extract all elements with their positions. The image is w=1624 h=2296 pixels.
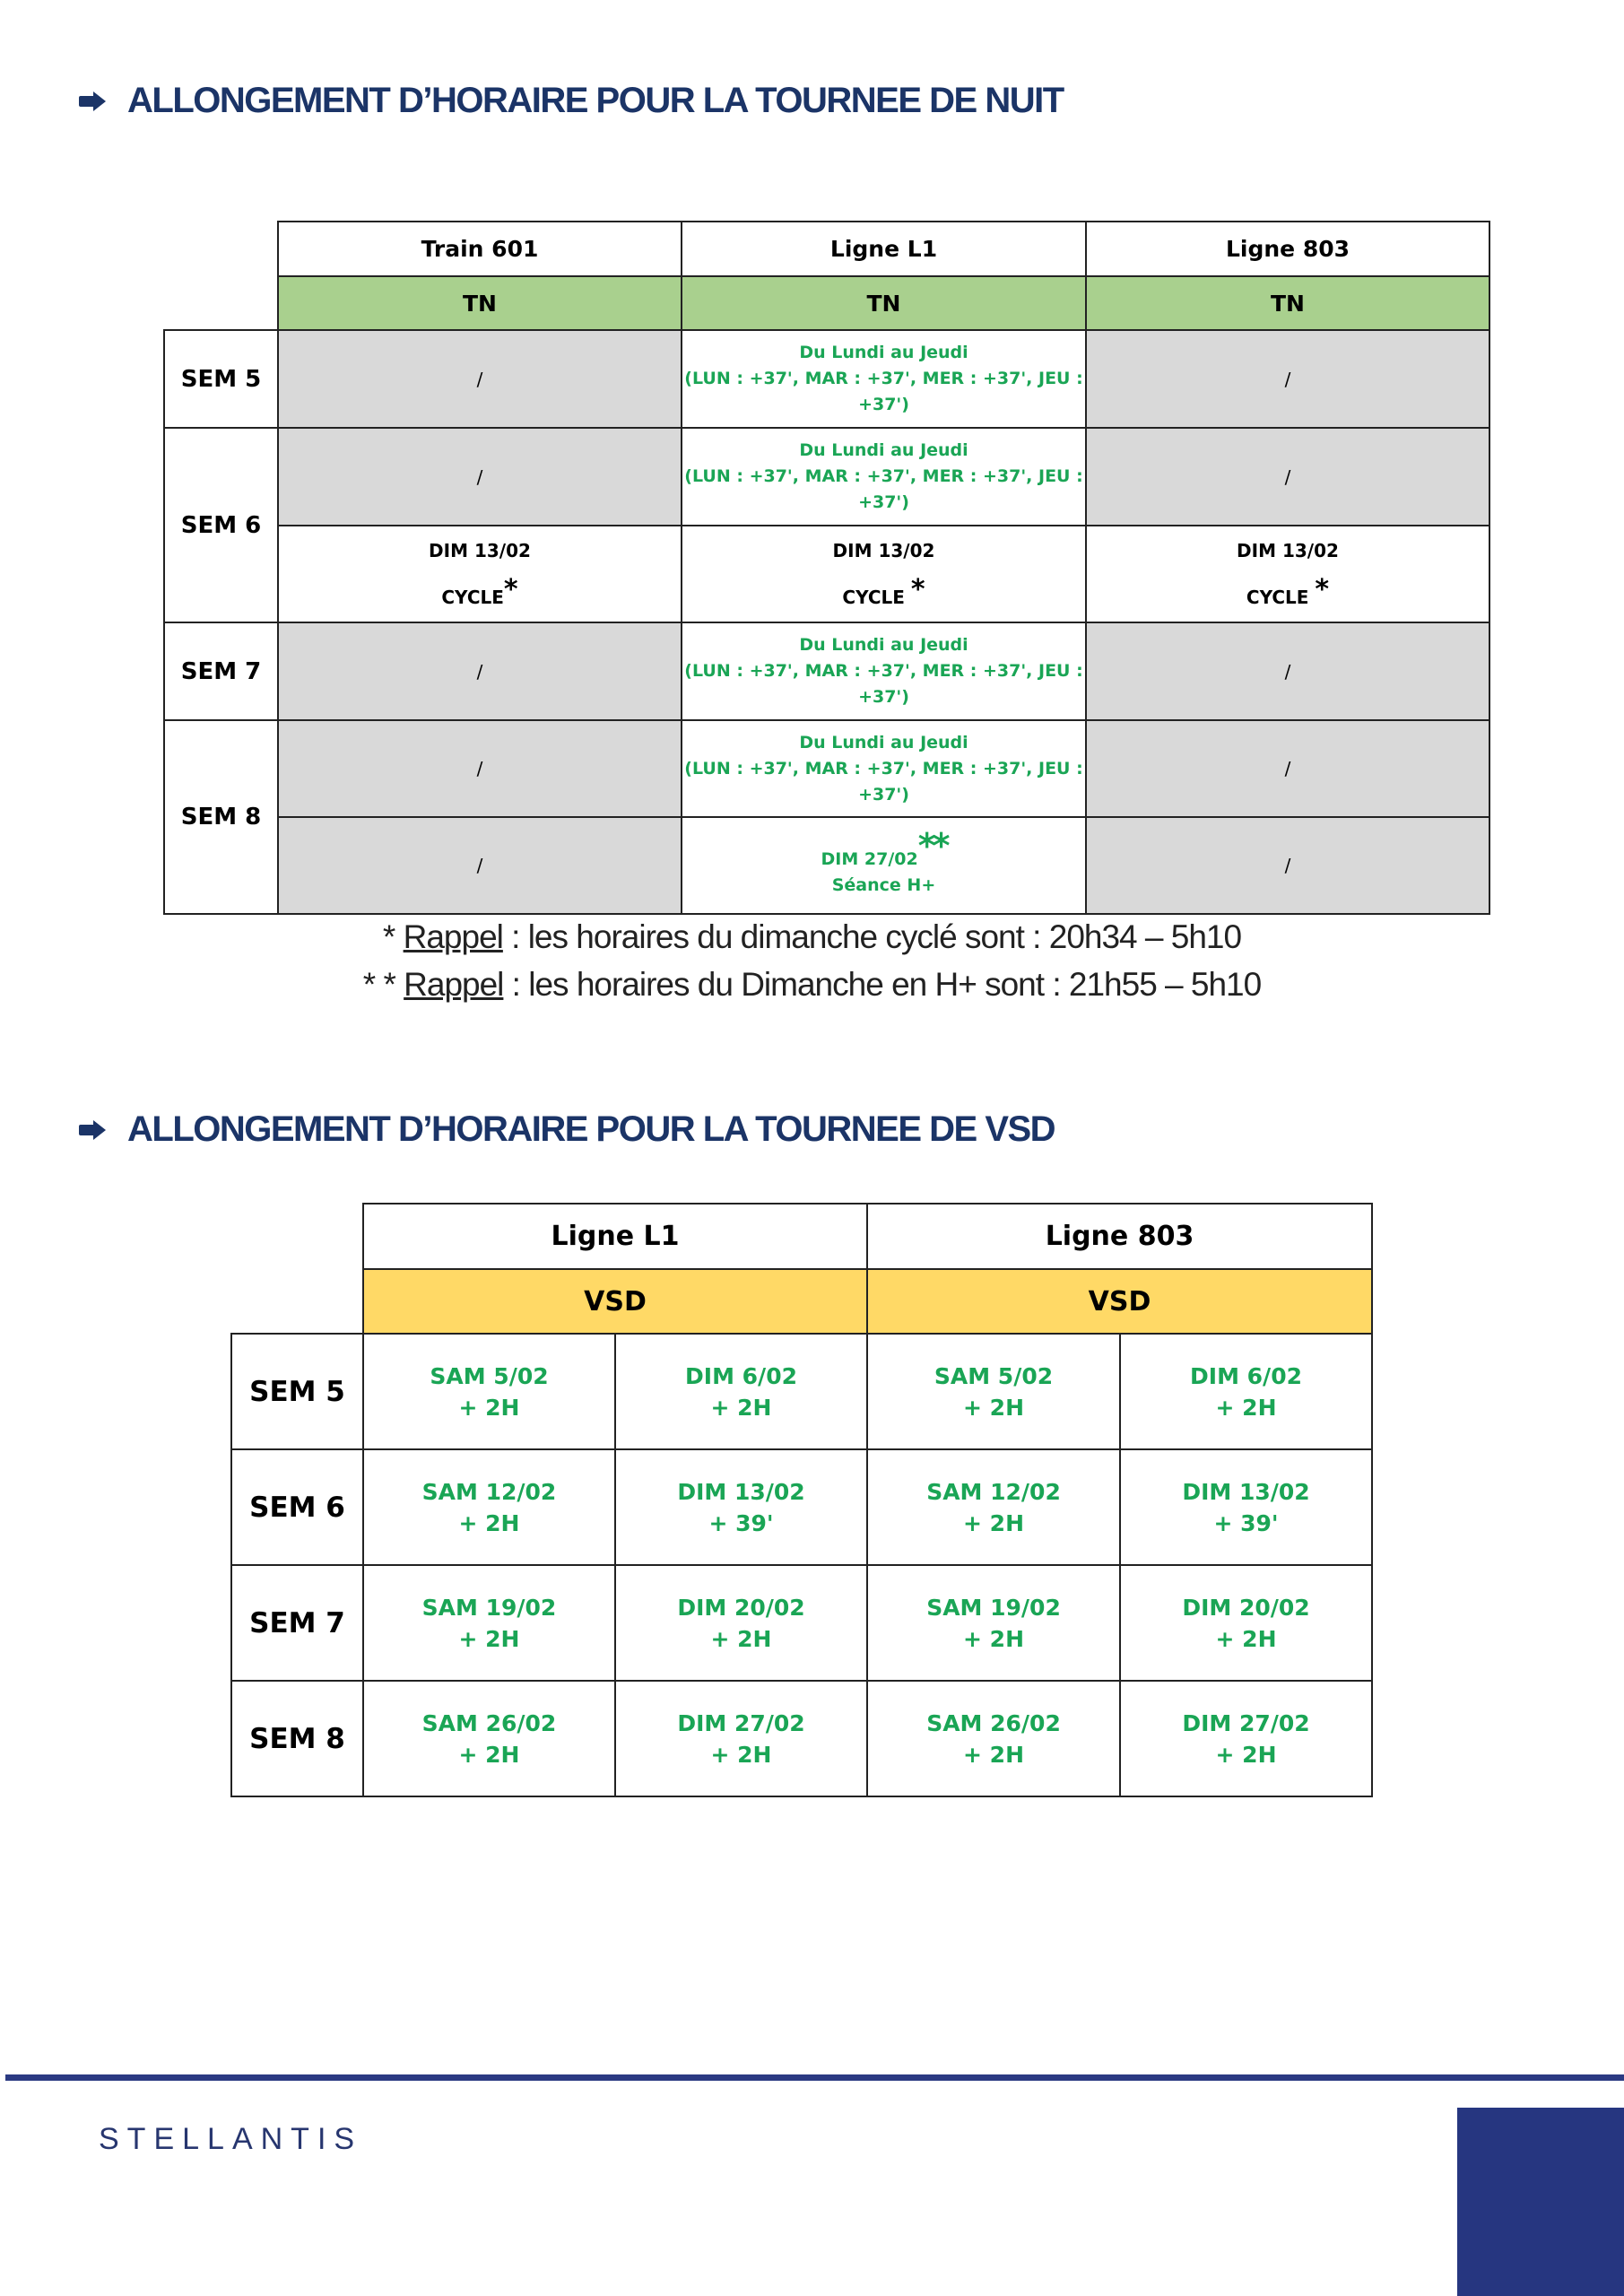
week-label: SEM 5 [231, 1334, 363, 1449]
saturday-cell: SAM 5/02 + 2H [363, 1334, 615, 1449]
shift-header: TN [278, 276, 682, 330]
note-hplus: * * Rappel : les horaires du Dimanche en H+ sont : 21h55 – 5h10 [362, 966, 1262, 1003]
sunday-cycle-cell: DIM 13/02 CYCLE* [278, 526, 682, 622]
empty-cell: / [278, 720, 682, 817]
empty-cell: / [1086, 622, 1489, 720]
stellantis-logo: STELLANTIS [99, 2121, 363, 2156]
shift-header: TN [1086, 276, 1489, 330]
sunday-cell: DIM 20/02 + 2H [1120, 1565, 1372, 1681]
arrow-right-icon [79, 91, 108, 111]
week-label: SEM 6 [164, 428, 278, 622]
weekday-cell: Du Lundi au Jeudi (LUN : +37', MAR : +37', MER : +37', JEU : +37') [682, 330, 1086, 428]
week-label: SEM 6 [231, 1449, 363, 1565]
saturday-cell: SAM 12/02 + 2H [867, 1449, 1120, 1565]
empty-cell: / [278, 428, 682, 526]
week-label: SEM 5 [164, 330, 278, 428]
section-title-text: ALLONGEMENT D’HORAIRE POUR LA TOURNEE DE VSD [127, 1109, 1055, 1149]
empty-cell: / [1086, 330, 1489, 428]
empty-cell: / [1086, 817, 1489, 914]
sunday-cell: DIM 27/02 + 2H [1120, 1681, 1372, 1796]
week-label: SEM 8 [231, 1681, 363, 1796]
column-header: Ligne L1 [682, 222, 1086, 276]
sunday-cell: DIM 20/02 + 2H [615, 1565, 867, 1681]
column-header: Ligne 803 [867, 1204, 1372, 1269]
week-label: SEM 8 [164, 720, 278, 914]
arrow-right-icon [79, 1120, 108, 1140]
weekday-cell: Du Lundi au Jeudi (LUN : +37', MAR : +37', MER : +37', JEU : +37') [682, 720, 1086, 817]
sunday-cell: DIM 6/02 + 2H [1120, 1334, 1372, 1449]
sunday-cell: DIM 6/02 + 2H [615, 1334, 867, 1449]
sunday-hplus-cell: DIM 27/02** Séance H+ [682, 817, 1086, 914]
sunday-cell: DIM 27/02 + 2H [615, 1681, 867, 1796]
sunday-cycle-cell: DIM 13/02 CYCLE * [682, 526, 1086, 622]
vsd-table [230, 1203, 1373, 1797]
shift-header: TN [682, 276, 1086, 330]
section-title-vsd [79, 1109, 1055, 1150]
saturday-cell: SAM 26/02 + 2H [363, 1681, 615, 1796]
empty-cell: / [1086, 720, 1489, 817]
week-label: SEM 7 [231, 1565, 363, 1681]
empty-cell: / [278, 622, 682, 720]
week-label: SEM 7 [164, 622, 278, 720]
note-cycle: * Rappel : les horaires du dimanche cyclé sont : 20h34 – 5h10 [382, 918, 1242, 955]
saturday-cell: SAM 19/02 + 2H [363, 1565, 615, 1681]
saturday-cell: SAM 19/02 + 2H [867, 1565, 1120, 1681]
sunday-cycle-cell: DIM 13/02 CYCLE * [1086, 526, 1489, 622]
weekday-cell: Du Lundi au Jeudi (LUN : +37', MAR : +37', MER : +37', JEU : +37') [682, 428, 1086, 526]
column-header: Ligne L1 [363, 1204, 867, 1269]
empty-cell: / [278, 817, 682, 914]
column-header: Train 601 [278, 222, 682, 276]
night-shift-table [163, 221, 1490, 915]
shift-header: VSD [363, 1269, 867, 1334]
weekday-cell: Du Lundi au Jeudi (LUN : +37', MAR : +37', MER : +37', JEU : +37') [682, 622, 1086, 720]
footer-corner-block [1457, 2108, 1624, 2296]
section-title-text: ALLONGEMENT D’HORAIRE POUR LA TOURNEE DE NUIT [127, 81, 1064, 120]
shift-header: VSD [867, 1269, 1372, 1334]
empty-cell: / [1086, 428, 1489, 526]
section-title-nuit [79, 81, 1064, 121]
empty-cell: / [278, 330, 682, 428]
column-header: Ligne 803 [1086, 222, 1489, 276]
footer-divider [5, 2074, 1624, 2081]
saturday-cell: SAM 5/02 + 2H [867, 1334, 1120, 1449]
sunday-cell: DIM 13/02 + 39' [1120, 1449, 1372, 1565]
saturday-cell: SAM 12/02 + 2H [363, 1449, 615, 1565]
saturday-cell: SAM 26/02 + 2H [867, 1681, 1120, 1796]
sunday-cell: DIM 13/02 + 39' [615, 1449, 867, 1565]
